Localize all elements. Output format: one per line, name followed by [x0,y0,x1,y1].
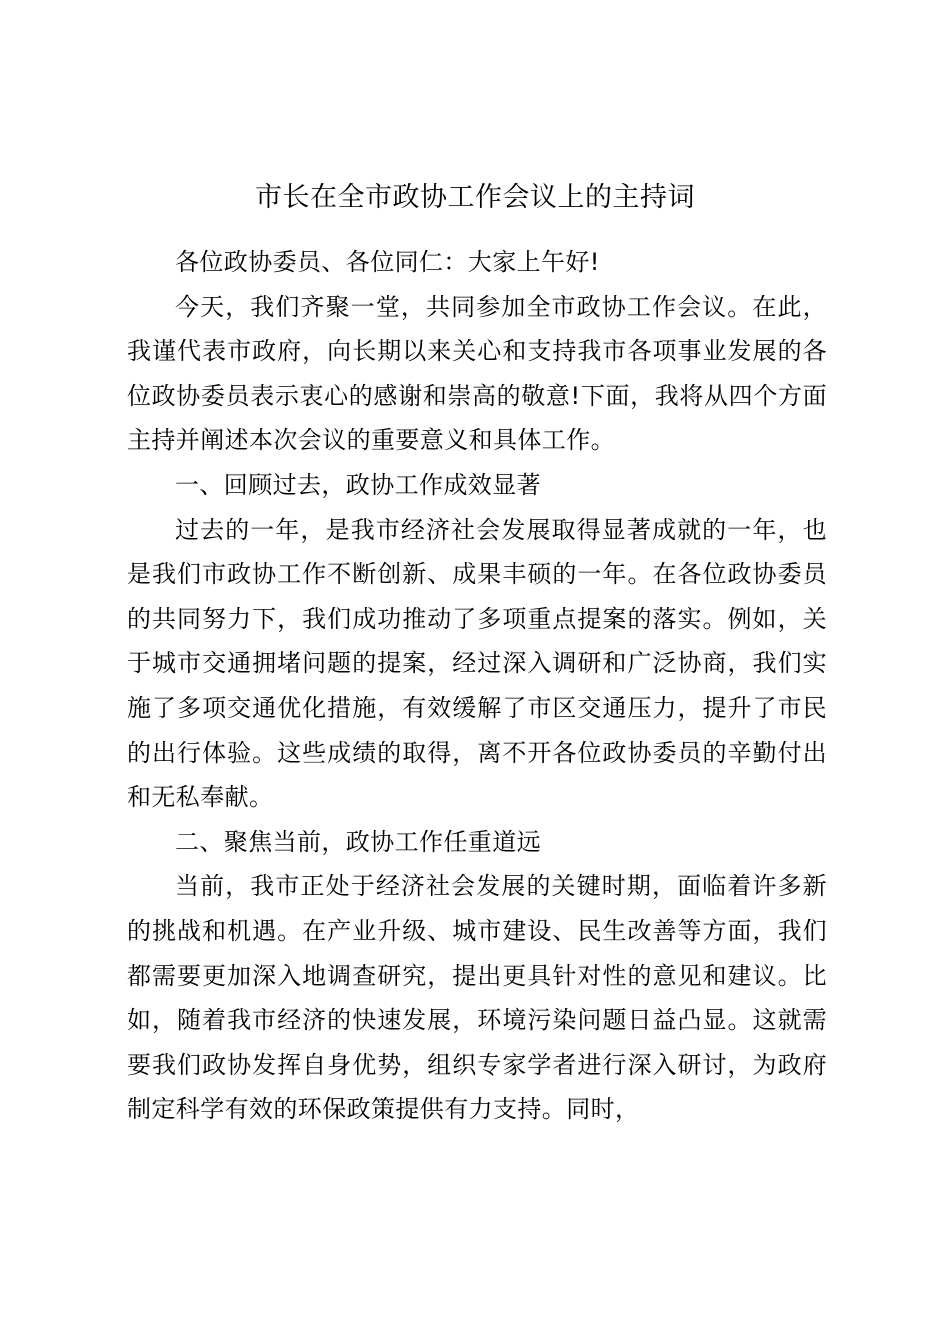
document-body [127,240,827,1132]
section-1-heading: 一、回顾过去，政协工作成效显著 [175,470,541,499]
section-1-paragraph: 过去的一年，是我市经济社会发展取得显著成就的一年，也是我们市政协工作不断创新、成果丰硕的一年。在各位政协委员的共同努力下，我们成功推动了多项重点提案的落实。例如，关于城市交通拥堵问题的提案，经过深入调研和广泛协商，我们实施了多项交通优化措施，有效缓解了市区交通压力，提升了市民的出行体验。这些成绩的取得，离不开各位政协委员的辛勤付出和无私奉献。 [127,515,827,812]
greeting-paragraph: 各位政协委员、各位同仁：大家上午好! [175,248,600,276]
section-2-heading: 二、聚焦当前，政协工作任重道远 [175,827,541,856]
intro-paragraph: 今天，我们齐聚一堂，共同参加全市政协工作会议。在此，我谨代表市政府，向长期以来关心和支持我市各项事业发展的各位政协委员表示衷心的感谢和崇高的敬意!下面，我将从四个方面主持并阐述本次会议的重要意义和具体工作。 [127,292,827,455]
document-title: 市长在全市政协工作会议上的主持词 [255,182,695,213]
section-2-paragraph: 当前，我市正处于经济社会发展的关键时期，面临着许多新的挑战和机遇。在产业升级、城市建设、民生改善等方面，我们都需要更加深入地调查研究，提出更具针对性的意见和建议。比如，随着我市经济的快速发展，环境污染问题日益凸显。这就需要我们政协发挥自身优势，组织专家学者进行深入研讨，为政府制定科学有效的环保政策提供有力支持。同时， [127,872,827,1124]
